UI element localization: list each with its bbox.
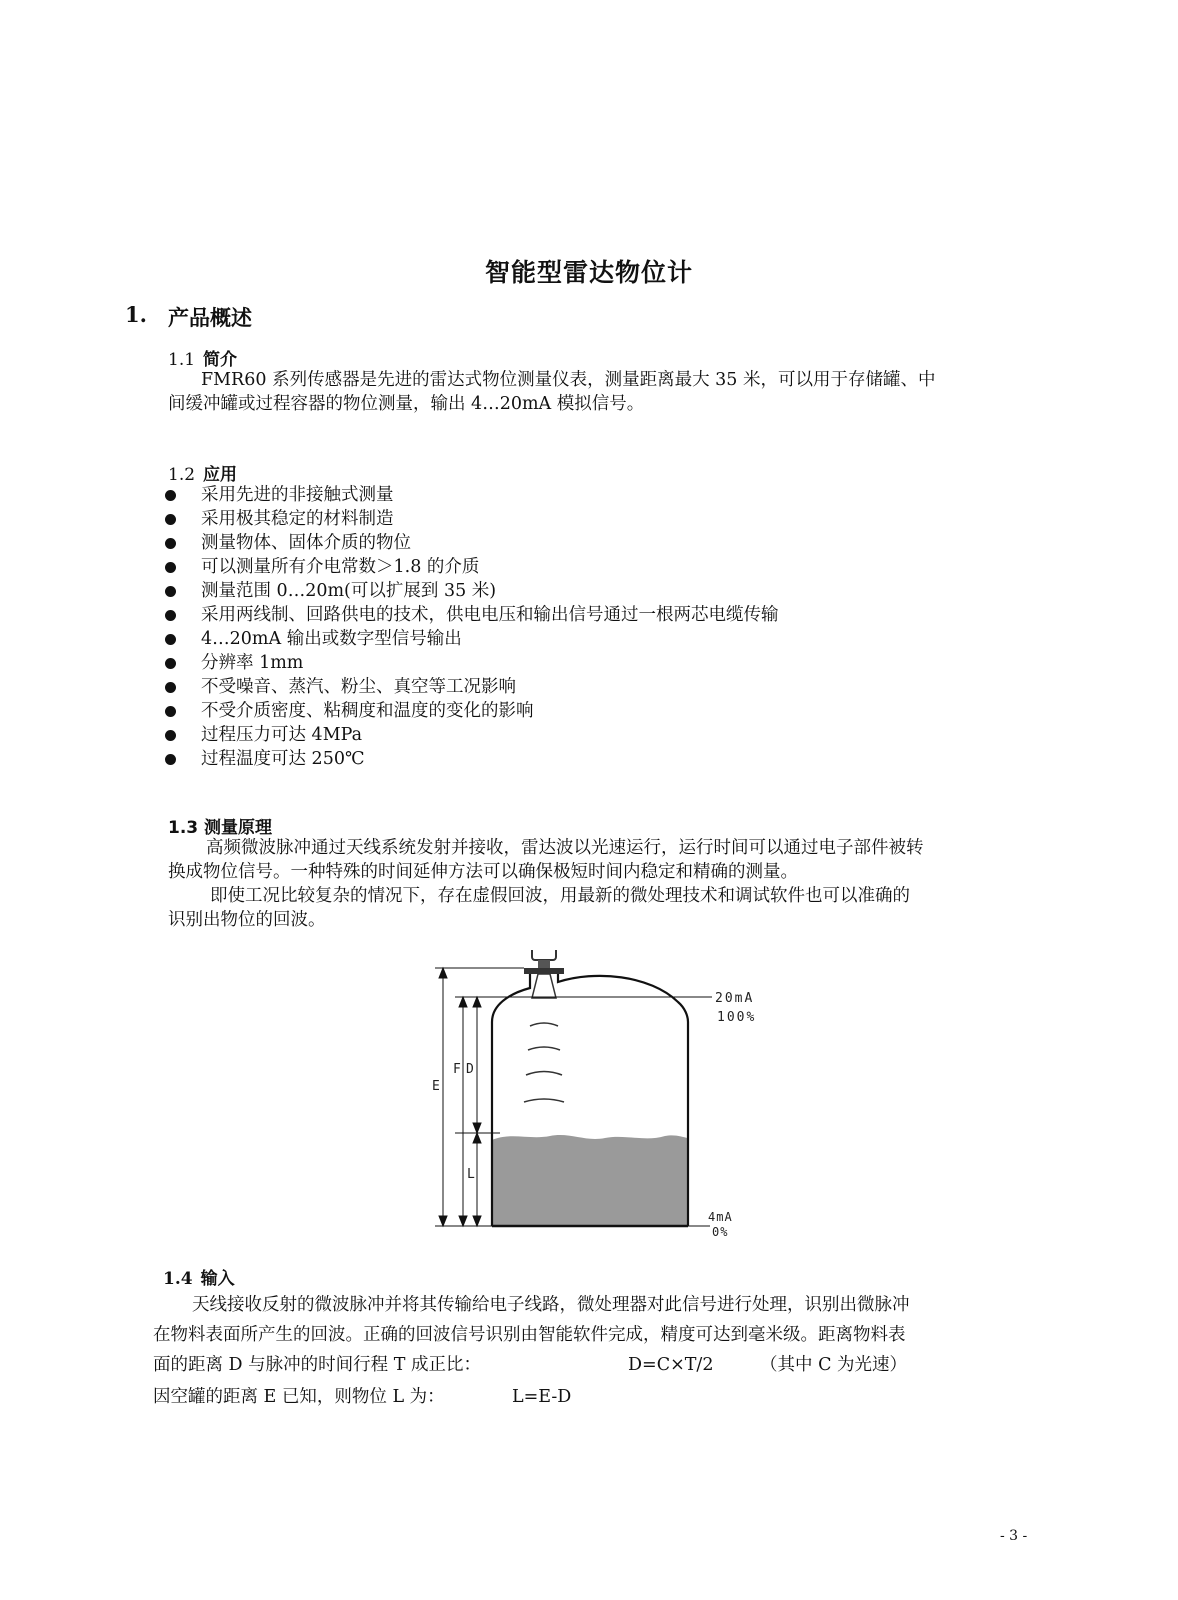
subsection-heading-principle <box>168 813 272 838</box>
principle-line-2: 换成物位信号。一种特殊的时间延伸方法可以确保极短时间内稳定和精确的测量。 <box>168 862 798 882</box>
list-item: 4…20mA 输出或数字型信号输出 <box>165 627 779 651</box>
bullet-icon <box>165 514 176 525</box>
microwave-arcs <box>524 1023 564 1102</box>
bullet-icon <box>165 490 176 501</box>
bullet-icon <box>165 562 176 573</box>
dimension-F <box>459 997 467 1226</box>
list-item: 采用极其稳定的材料制造 <box>165 507 779 531</box>
flange <box>524 968 564 974</box>
principle-line-1: 高频微波脉冲通过天线系统发射并接收，雷达波以光速运行，运行时间可以通过电子部件被转 <box>206 838 924 858</box>
antenna-horn <box>532 974 556 998</box>
subsection-title: 简介 <box>203 350 238 370</box>
list-item: 过程温度可达 250℃ <box>165 747 779 771</box>
formula-distance: D=C×T/2 <box>628 1355 714 1375</box>
principle-line-4: 识别出物位的回波。 <box>168 910 326 930</box>
sensor-body <box>532 950 556 960</box>
subsection-number: 1.1 <box>168 350 196 370</box>
bullet-icon <box>165 658 176 669</box>
subsection-title: 1.3 测量原理 <box>168 818 273 838</box>
list-item: 不受介质密度、粘稠度和温度的变化的影响 <box>165 699 779 723</box>
label-0pct: 0% <box>712 1225 729 1239</box>
bullet-icon <box>165 730 176 741</box>
label-4ma: 4mA <box>708 1210 733 1224</box>
application-list <box>165 483 779 771</box>
intro-line-2: 间缓冲罐或过程容器的物位测量，输出 4…20mA 模拟信号。 <box>168 394 645 414</box>
dimension-D <box>473 997 481 1133</box>
section-title: 产品概述 <box>168 306 252 330</box>
subsection-title: 输入 <box>200 1269 235 1289</box>
formula-note: （其中 C 为光速） <box>760 1355 908 1375</box>
input-line-2: 在物料表面所产生的回波。正确的回波信号识别由智能软件完成，精度可达到毫米级。距离物料表 <box>153 1325 906 1345</box>
sensor-neck <box>538 960 550 968</box>
subsection-heading-input <box>163 1264 235 1289</box>
subsection-heading-intro <box>168 345 237 370</box>
list-item: 分辨率 1mm <box>165 651 779 675</box>
label-D: D <box>466 1062 474 1077</box>
principle-line-3: 即使工况比较复杂的情况下，存在虚假回波，用最新的微处理技术和调试软件也可以准确的 <box>210 886 910 906</box>
liquid-fill <box>492 1135 688 1226</box>
input-line-1: 天线接收反射的微波脉冲并将其传输给电子线路，微处理器对此信号进行处理，识别出微脉冲 <box>192 1295 910 1315</box>
list-item: 采用先进的非接触式测量 <box>165 483 779 507</box>
formula-level: L=E-D <box>512 1387 572 1407</box>
intro-line-1: FMR60 系列传感器是先进的雷达式物位测量仪表，测量距离最大 35 米，可以用于存储罐、中 <box>201 370 936 390</box>
label-L: L <box>467 1167 475 1182</box>
page-number: - 3 - <box>1000 1528 1028 1544</box>
input-line-3: 面的距离 D 与脉冲的时间行程 T 成正比： <box>153 1355 481 1375</box>
label-100pct: 100% <box>717 1010 757 1025</box>
label-20ma: 20mA <box>715 991 755 1006</box>
subsection-number: 1.2 <box>168 465 196 485</box>
bullet-icon <box>165 610 176 621</box>
bullet-icon <box>165 634 176 645</box>
subsection-title: 应用 <box>203 465 238 485</box>
radar-tank-diagram <box>420 950 780 1270</box>
list-item: 过程压力可达 4MPa <box>165 723 779 747</box>
bullet-icon <box>165 682 176 693</box>
dimension-E <box>439 968 447 1226</box>
bullet-icon <box>165 754 176 765</box>
bullet-icon <box>165 586 176 597</box>
input-line-4: 因空罐的距离 E 已知，则物位 L 为： <box>153 1387 445 1407</box>
bullet-icon <box>165 538 176 549</box>
bullet-icon <box>165 706 176 717</box>
list-item: 测量范围 0…20m(可以扩展到 35 米) <box>165 579 779 603</box>
label-F: F <box>453 1062 461 1077</box>
section-number: 1. <box>125 302 147 327</box>
label-E: E <box>432 1079 440 1094</box>
subsection-number: 1.4 <box>163 1269 193 1289</box>
list-item: 采用两线制、回路供电的技术，供电电压和输出信号通过一根两芯电缆传输 <box>165 603 779 627</box>
subsection-heading-application <box>168 460 237 485</box>
list-item: 测量物体、固体介质的物位 <box>165 531 779 555</box>
page-title: 智能型雷达物位计 <box>484 258 693 287</box>
list-item: 可以测量所有介电常数＞1.8 的介质 <box>165 555 779 579</box>
list-item: 不受噪音、蒸汽、粉尘、真空等工况影响 <box>165 675 779 699</box>
